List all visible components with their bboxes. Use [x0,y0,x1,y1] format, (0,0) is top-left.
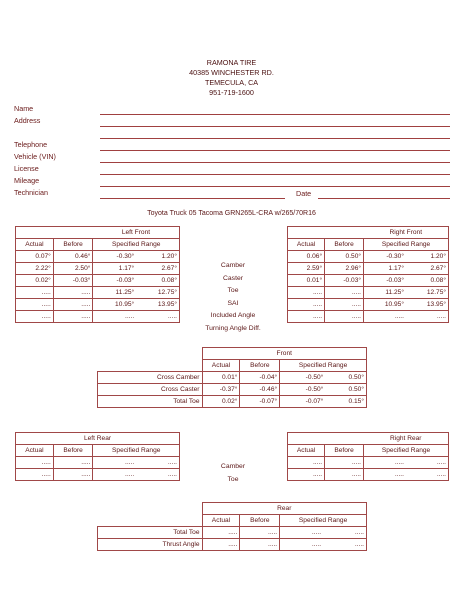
table-cell: 2.50° [53,263,93,275]
right-front-table [287,226,449,323]
mileage-field[interactable] [100,186,450,187]
table-cell: ..... [240,539,280,551]
table-cell: ..... [364,457,406,469]
table-header: Specified Range [93,445,180,457]
name-label: Name [14,104,34,113]
table-cell: 12.75° [136,287,179,299]
rear-camber-label: Camber [220,463,246,470]
table-header: Actual [202,360,240,372]
front-title: Front [202,348,367,360]
table-cell: 0.01° [202,372,240,384]
table-cell: 13.95° [136,299,179,311]
sai-label: SAI [227,299,239,307]
table-header: Specified Range [364,445,449,457]
cross-caster-label: Cross Caster [98,384,203,396]
table-cell: 2.59° [288,263,325,275]
telephone-field[interactable] [100,150,450,151]
table-cell: -0.03° [325,275,364,287]
table-header: Before [325,239,364,251]
table-cell: ..... [240,527,280,539]
mileage-label: Mileage [14,176,40,185]
table-cell: -0.30° [364,251,406,263]
left-rear-title: Left Rear [16,433,180,445]
technician-field[interactable] [100,198,285,199]
right-front-title: Right Front [364,227,449,239]
table-cell: 0.01° [288,275,325,287]
vin-label: Vehicle (VIN) [14,152,56,161]
date-field[interactable] [318,198,450,199]
table-cell: 0.07° [16,251,54,263]
table-cell: -0.04° [240,372,280,384]
table-cell: ..... [325,457,364,469]
table-cell: ..... [288,457,325,469]
table-header: Before [240,360,280,372]
table-cell: ..... [280,527,323,539]
front-row-labels [186,260,280,336]
table-cell: ..... [288,469,325,481]
table-cell: -0.50° [280,384,326,396]
table-cell: ..... [16,469,54,481]
rear-title: Rear [202,503,367,515]
table-cell: ..... [325,469,364,481]
left-rear-table [15,432,180,481]
table-cell: -0.07° [280,396,326,408]
table-cell: ..... [202,539,240,551]
table-cell: 0.15° [325,396,366,408]
table-cell: 0.50° [325,251,364,263]
table-cell: 0.06° [288,251,325,263]
table-cell: ..... [288,287,325,299]
address-field[interactable] [100,126,450,127]
table-cell: 1.20° [406,251,449,263]
table-cell: ..... [53,311,93,323]
company-address: 40385 WINCHESTER RD. [189,68,274,77]
table-header: Specified Range [280,515,367,527]
table-header: Before [325,445,364,457]
table-cell: 2.22° [16,263,54,275]
address-field-line2[interactable] [100,138,450,139]
table-cell: 2.67° [406,263,449,275]
table-header: Actual [16,445,54,457]
table-cell: ..... [93,457,136,469]
table-cell: 11.25° [93,287,136,299]
left-front-title: Left Front [93,227,180,239]
table-cell: -0.30° [93,251,136,263]
thrust-angle-label: Thrust Angle [98,539,203,551]
table-cell: ..... [288,299,325,311]
table-cell: ..... [325,311,364,323]
table-cell: ..... [53,299,93,311]
rear-total-toe-label: Total Toe [98,527,203,539]
table-cell: ..... [93,469,136,481]
table-cell: ..... [136,457,179,469]
address-label: Address [14,116,41,125]
table-cell: ..... [288,311,325,323]
company-name: RAMONA TIRE [206,58,257,67]
table-header: Specified Range [364,239,449,251]
table-cell: 0.02° [202,396,240,408]
toe-label: Toe [227,287,239,295]
table-header: Specified Range [93,239,180,251]
table-cell: 2.96° [325,263,364,275]
table-cell: -0.50° [280,372,326,384]
table-cell: ..... [16,457,54,469]
left-front-table [15,226,180,323]
table-cell: ..... [16,299,54,311]
technician-label: Technician [14,188,48,197]
table-cell: ..... [406,469,449,481]
table-cell: 1.17° [93,263,136,275]
table-header: Actual [16,239,54,251]
table-cell: 0.50° [325,372,366,384]
included-angle-label: Included Angle [210,312,256,320]
table-cell: 0.46° [53,251,93,263]
table-cell: 0.08° [136,275,179,287]
right-rear-title: Right Rear [364,433,449,445]
table-cell: ..... [323,539,366,551]
caster-label: Caster [222,274,244,282]
table-cell: ..... [364,469,406,481]
table-header: Actual [202,515,240,527]
turning-angle-diff-label: Turning Angle Diff. [205,324,261,332]
table-cell: ..... [325,287,364,299]
front-table [97,347,367,408]
rear-toe-label: Toe [227,475,239,483]
license-label: License [14,164,39,173]
table-cell: 2.67° [136,263,179,275]
table-cell: 0.50° [325,384,366,396]
table-cell: ..... [53,457,93,469]
table-cell: ..... [406,311,449,323]
table-cell: ..... [93,311,136,323]
name-field[interactable] [100,114,450,115]
table-header: Before [53,239,93,251]
table-cell: ..... [53,469,93,481]
table-cell: ..... [325,299,364,311]
table-cell: 1.17° [364,263,406,275]
camber-label: Camber [220,262,246,269]
table-cell: -0.03° [364,275,406,287]
table-cell: -0.03° [93,275,136,287]
table-cell: ..... [16,287,54,299]
table-header: Before [240,515,280,527]
table-cell: 0.08° [406,275,449,287]
table-cell: -0.37° [202,384,240,396]
table-cell: -0.07° [240,396,280,408]
rear-table [97,502,367,551]
telephone-label: Telephone [14,140,48,149]
table-cell: 0.02° [16,275,54,287]
table-header: Actual [288,239,325,251]
table-cell: ..... [364,311,406,323]
table-header: Actual [288,445,325,457]
table-cell: ..... [136,469,179,481]
table-cell: ..... [280,539,323,551]
table-cell: ..... [323,527,366,539]
rear-row-labels [186,461,280,486]
table-cell: 10.95° [364,299,406,311]
date-label: Date [296,189,312,198]
license-field[interactable] [100,174,450,175]
table-cell: ..... [406,457,449,469]
table-header: Specified Range [280,360,367,372]
table-cell: 1.20° [136,251,179,263]
table-cell: ..... [53,287,93,299]
table-cell: -0.46° [240,384,280,396]
table-cell: ..... [136,311,179,323]
right-rear-table [287,432,449,481]
table-cell: 11.25° [364,287,406,299]
table-cell: ..... [202,527,240,539]
table-cell: 10.95° [93,299,136,311]
total-toe-label: Total Toe [98,396,203,408]
company-city: TEMECULA, CA [204,78,259,87]
table-header: Before [53,445,93,457]
cross-camber-label: Cross Camber [98,372,203,384]
table-cell: 13.95° [406,299,449,311]
company-phone: 951-719-1600 [209,88,254,97]
table-cell: -0.03° [53,275,93,287]
table-cell: ..... [16,311,54,323]
vehicle-title: Toyota Truck 05 Tacoma GRN265L-CRA w/265/70R16 [147,210,316,217]
table-cell: 12.75° [406,287,449,299]
vin-field[interactable] [100,162,450,163]
